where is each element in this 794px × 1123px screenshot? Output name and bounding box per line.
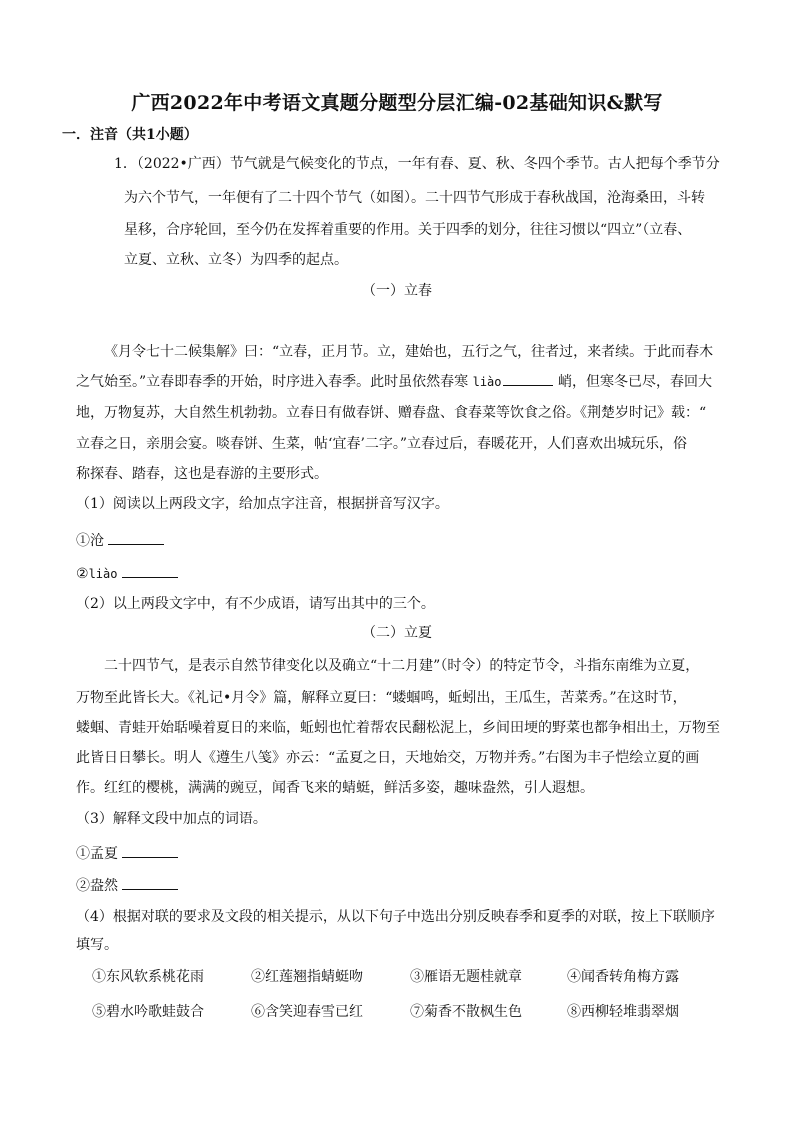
answer-blank-cang[interactable]: [108, 530, 164, 545]
option-4: ④闻香转角梅方露: [567, 969, 679, 985]
subheading-lixia: （二）立夏: [362, 625, 432, 641]
item-liao-num: ②: [76, 566, 89, 582]
question-1-3: （3）解释文段中加点的词语。: [76, 811, 267, 827]
question-1-line-3: 星移，合序轮回，至今仍在发挥着重要的作用。关于四季的划分，往往习惯以“四立”（立春、: [124, 222, 692, 238]
para1-line-5: 称探春、踏春，这也是春游的主要形式。: [76, 466, 328, 482]
answer-blank-liao-inline[interactable]: [503, 371, 553, 386]
option-8: ⑧西柳轻堆翡翠烟: [567, 1004, 679, 1020]
para1-line-1: 《月令七十二候集解》曰：“立春，正月节。立，建始也，五行之气，往者过，来者续。于此而春木: [104, 344, 714, 360]
question-1-2: （2）以上两段文字中，有不少成语，请写出其中的三个。: [76, 596, 435, 612]
question-1-4-line-2: 填写。: [76, 937, 118, 953]
question-1-1-a: [76, 527, 164, 555]
item-angran: ②盎然: [76, 878, 118, 894]
option-7: ⑦菊香不散枫生色: [410, 1004, 522, 1020]
question-1-1: （1）阅读以上两段文字，给加点字注音，根据拼音写汉字。: [76, 496, 449, 512]
para1-line-2-start: 之气始至。”立春即春季的开始，时序进入春季。此时虽依然春寒: [76, 374, 469, 390]
answer-blank-angran[interactable]: [122, 875, 178, 890]
pinyin-liao: liào: [472, 375, 502, 389]
para1-line-4: 立春之日，亲朋会宴。啖春饼、生菜，帖‘宜春’二字。”立春过后，春暖花开，人们喜欢出城玩乐，俗: [76, 436, 688, 452]
para2-line-4: 此皆日日攀长。明人《遵生八笺》亦云：“孟夏之日，天地始交，万物并秀。”右图为丰子恺绘立夏的画: [76, 750, 700, 766]
item-cang: ①沧: [76, 533, 104, 549]
para2-line-2: 万物至此皆长大。《礼记•月令》篇，解释立夏曰：“蝼蝈鸣，蚯蚓出，王瓜生，苦菜秀。”在这时节，: [76, 690, 687, 706]
para1-line-2: [76, 368, 712, 396]
section-heading: 一．注音（共1小题）: [62, 127, 198, 143]
item-mengxia: ①孟夏: [76, 846, 118, 862]
subheading-lichun: （一）立春: [362, 283, 432, 299]
para1-line-2-end: 峭，但寒冬已尽，春回大: [557, 374, 712, 390]
option-5: ⑤碧水吟歌蛙鼓合: [92, 1004, 204, 1020]
option-2: ②红莲翘指蜻蜓吻: [251, 969, 363, 985]
question-1-4-line-1: （4）根据对联的要求及文段的相关提示，从以下句子中选出分别反映春季和夏季的对联，按上下联顺序: [76, 909, 715, 925]
para2-line-3: 蝼蝈、青蛙开始聒噪着夏日的来临，蚯蚓也忙着帮农民翻松泥上，乡间田埂的野菜也都争相出土，万物至: [76, 720, 720, 736]
answer-blank-liao[interactable]: [122, 563, 178, 578]
para1-line-3: 地，万物复苏，大自然生机勃勃。立春日有做春饼、赠春盘、食春菜等饮食之俗。《荆楚岁时记》载：“: [76, 405, 707, 421]
question-1-line-4: 立夏、立秋、立冬）为四季的起点。: [124, 252, 348, 268]
para2-line-1: 二十四节气，是表示自然节律变化以及确立“十二月建”（时令）的特定节令，斗指东南维为立夏，: [104, 658, 700, 674]
option-3: ③雁语无题桂就章: [410, 969, 522, 985]
option-6: ⑥含笑迎春雪已红: [251, 1004, 363, 1020]
item-liao-pinyin: liào: [88, 567, 118, 581]
answer-blank-mengxia[interactable]: [122, 843, 178, 858]
question-1-3-b: [76, 872, 178, 900]
question-1-3-a: [76, 840, 178, 868]
option-1: ①东风软系桃花雨: [92, 969, 204, 985]
para2-line-5: 作。红红的樱桃，满满的豌豆，闻香飞来的蜻蜓，鲜活多姿，趣味盎然，引人遐想。: [76, 780, 594, 796]
question-1-1-b: [76, 560, 178, 588]
question-1-line-2: 为六个节气，一年便有了二十四个节气（如图）。二十四节气形成于春秋战国，沧海桑田，斗转: [124, 190, 705, 206]
question-1-line-1: 1．（2022•广西）节气就是气候变化的节点，一年有春、夏、秋、冬四个季节。古人把每个季节分: [114, 156, 720, 172]
page-title: 广西2022年中考语文真题分题型分层汇编-02基础知识&默写: [131, 92, 663, 114]
